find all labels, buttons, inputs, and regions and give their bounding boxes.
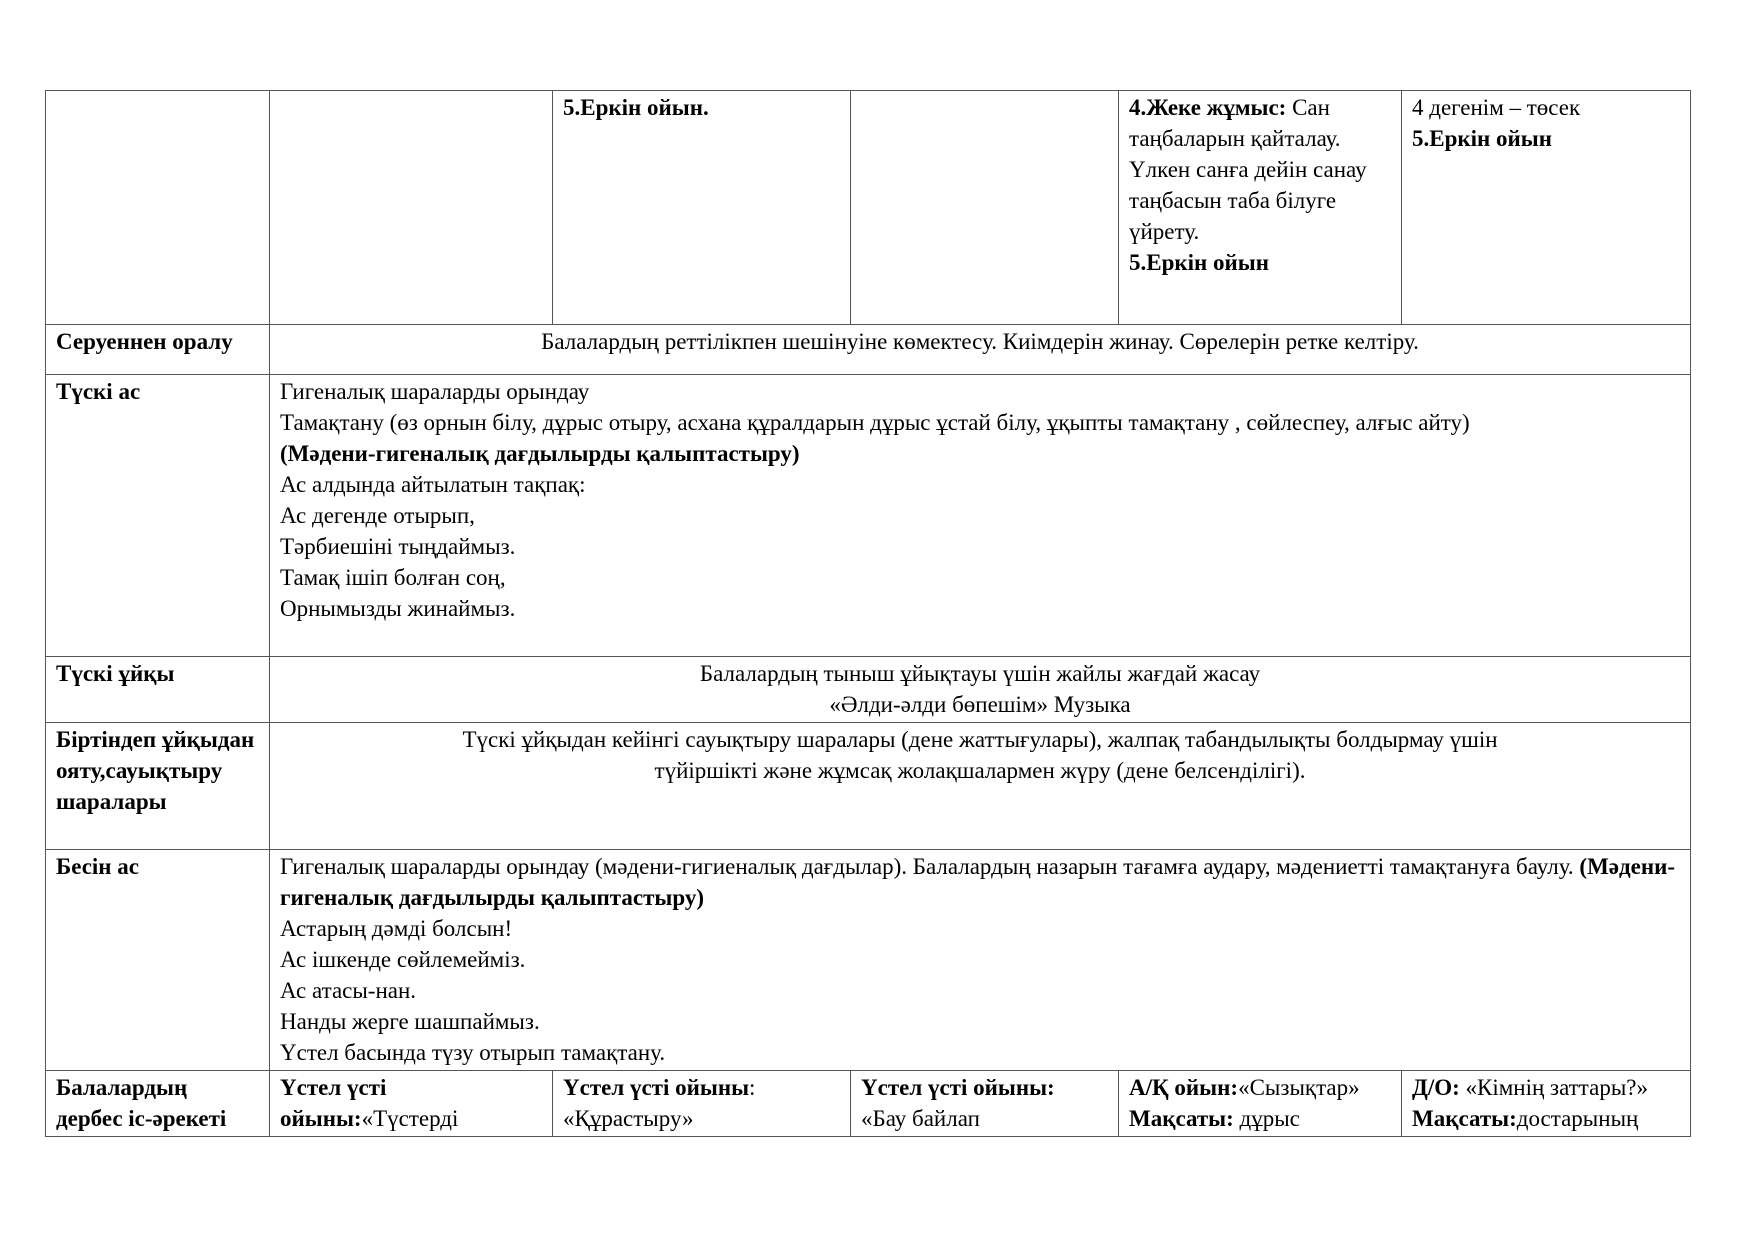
table-cell	[553, 91, 851, 325]
row-label: Балалардың дербес іс-әрекеті	[46, 1071, 270, 1137]
goal-text: достарының	[1516, 1106, 1639, 1131]
row-label: Түскі ұйқы	[46, 657, 270, 723]
game-label: А/Қ ойын:	[1129, 1075, 1239, 1100]
table-cell	[1119, 91, 1402, 325]
table-cell	[553, 1071, 851, 1137]
game-label: Үстел үсті ойыны	[563, 1075, 750, 1100]
free-play-text: 5.Еркін ойын	[1412, 126, 1552, 151]
table-row	[46, 1071, 1691, 1137]
text-line: Ас дегенде отырып,	[280, 503, 475, 528]
table-row	[46, 723, 1691, 850]
table-cell	[1119, 1071, 1402, 1137]
game-label: Үстел үсті ойыны:	[280, 1075, 387, 1131]
free-play-text: 5.Еркін ойын.	[563, 95, 709, 120]
table-cell	[1402, 91, 1691, 325]
text-line: Гигеналық шараларды орындау (мәдени-гигиеналық дағдылар). Балалардың назарын тағамға аудару, мәдениетті тамақтануға баулу.	[280, 854, 1580, 879]
game-text: «Кімнің заттары?»	[1459, 1075, 1649, 1100]
game-text: «Түстерді	[361, 1106, 459, 1131]
text-line: Ас алдында айтылатын тақпақ:	[280, 472, 586, 497]
row-label: Бесін ас	[46, 850, 270, 1071]
text-line: «Әлди-әлди бөпешім» Музыка	[829, 692, 1131, 717]
text-line: Орнымызды жинаймыз.	[280, 596, 516, 621]
table-row	[46, 325, 1691, 375]
table-row	[46, 91, 1691, 325]
individual-work-label: 4.Жеке жұмыс:	[1129, 95, 1287, 120]
text-line: Тамақ ішіп болған соң,	[280, 565, 506, 590]
row-label: Түскі ас	[46, 375, 270, 657]
table-row	[46, 657, 1691, 723]
rhyme-line: 4 дегенім – төсек	[1412, 95, 1581, 120]
plan-table	[45, 90, 1691, 1137]
goal-label: Мақсаты:	[1129, 1106, 1234, 1131]
text-line: Нанды жерге шашпаймыз.	[280, 1009, 540, 1034]
table-row	[46, 850, 1691, 1071]
text-line: Түскі ұйқыдан кейінгі сауықтыру шаралары (дене жаттығулары), жалпақ табандылықты болдырмау үшін	[462, 727, 1498, 752]
snack-content	[270, 850, 1691, 1071]
text-line: Тамақтану (өз орнын білу, дұрыс отыру, асхана құралдарын дұрыс ұстай білу, ұқыпты тамақтану , сөйлеспеу, алғыс айту)	[280, 410, 1470, 435]
table-row	[46, 375, 1691, 657]
row-label: Біртіндеп ұйқыдан ояту,сауықтыру шаралары	[46, 723, 270, 850]
lunch-content	[270, 375, 1691, 657]
table-cell	[851, 91, 1119, 325]
wake-content	[270, 723, 1691, 850]
table-cell	[851, 1071, 1119, 1137]
text-line: Ас атасы-нан.	[280, 978, 417, 1003]
game-text: : «Құрастыру»	[563, 1075, 756, 1131]
text-line: Ас ішкенде сөйлемейміз.	[280, 947, 526, 972]
table-cell	[270, 1071, 553, 1137]
nap-content	[270, 657, 1691, 723]
text-line: Тәрбиешіні тыңдаймыз.	[280, 534, 516, 559]
text-line: түйіршікті және жұмсақ жолақшалармен жүру (дене белсенділігі).	[654, 758, 1306, 783]
table-cell	[46, 91, 270, 325]
text-line: Балалардың тыныш ұйықтауы үшін жайлы жағдай жасау	[699, 661, 1261, 686]
table-cell	[270, 91, 553, 325]
game-text: «Сызықтар»	[1238, 1075, 1360, 1100]
game-label: Үстел үсті ойыны:	[861, 1075, 1055, 1100]
return-walk-text: Балалардың реттілікпен шешінуіне көмектесу. Киімдерін жинау. Сөрелерін ретке келтіру.	[270, 325, 1691, 375]
game-label: Д/О:	[1412, 1075, 1460, 1100]
text-line: Астарың дәмді болсын!	[280, 916, 513, 941]
free-play-text: 5.Еркін ойын	[1129, 250, 1269, 275]
row-label: Серуеннен оралу	[46, 325, 270, 375]
goal-label: Мақсаты:	[1412, 1106, 1517, 1131]
table-cell	[1402, 1071, 1691, 1137]
individual-work-text: Сан таңбаларын қайталау. Үлкен санға дейін санау таңбасын таба білуге үйрету.	[1129, 95, 1367, 244]
text-line: Үстел басында түзу отырып тамақтану.	[280, 1040, 666, 1065]
text-line: (Мәдени-гигеналық дағдылырды қалыптастыру)	[280, 441, 800, 466]
text-line: (Мәдени-гигеналық дағдылырды қалыптастыру)	[280, 854, 1675, 910]
goal-text: дұрыс	[1233, 1106, 1300, 1131]
game-text: «Бау байлап	[861, 1106, 980, 1131]
text-line: Гигеналық шараларды орындау	[280, 379, 590, 404]
